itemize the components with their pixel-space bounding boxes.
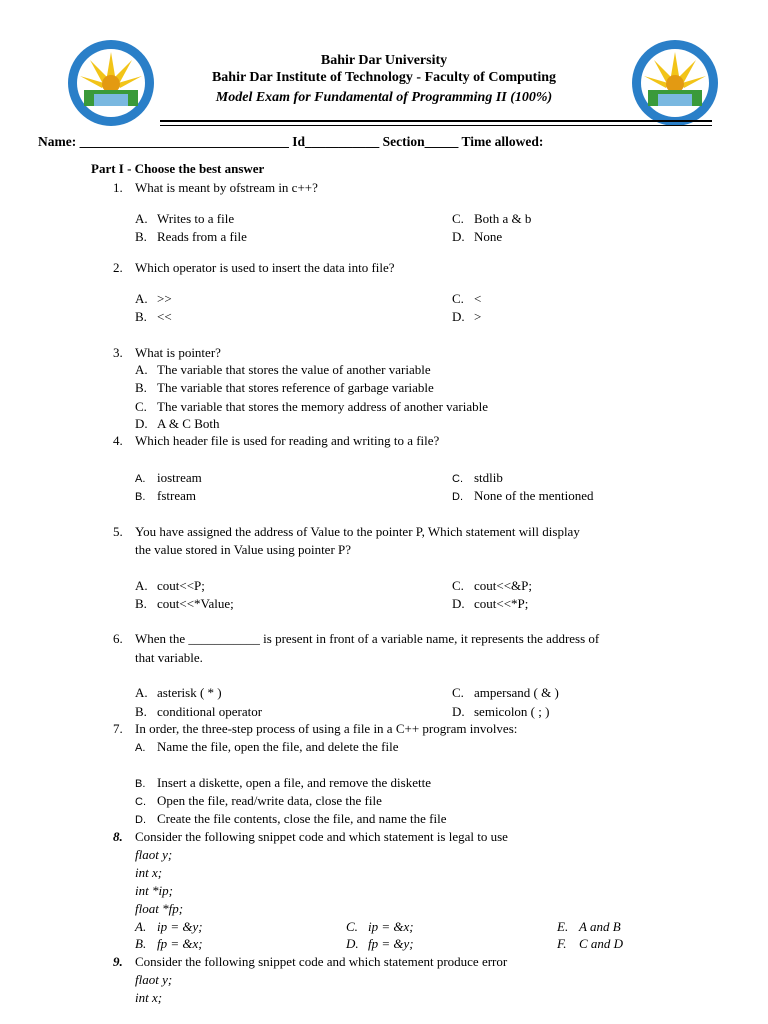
option-a: A. Writes to a file	[135, 211, 235, 226]
question-text: What is pointer?	[135, 345, 221, 360]
question-text: Consider the following snippet code and which statement produce error	[135, 954, 508, 969]
question-9	[113, 954, 507, 970]
option-d: D. >	[452, 309, 482, 324]
question-4	[113, 433, 439, 449]
option-c: C. cout<<&P;	[452, 578, 532, 593]
question-number: 3.	[113, 345, 123, 360]
question-number: 1.	[113, 180, 123, 195]
option-c: C. Open the file, read/write data, close the file	[135, 793, 382, 808]
option-a: A. iostream	[135, 470, 202, 485]
code-line: int *ip;	[135, 883, 173, 898]
option-a: A. cout<<P;	[135, 578, 205, 593]
question-3	[113, 345, 221, 361]
option-b: B. conditional operator	[135, 704, 263, 719]
option-b: B. fp = &x;	[135, 936, 203, 951]
header-rule-thick	[160, 120, 712, 122]
question-number: 8.	[113, 829, 123, 844]
question-number: 2.	[113, 260, 123, 275]
question-6-continued: that variable.	[135, 650, 203, 665]
question-text: Which header file is used for reading and writing to a file?	[135, 433, 440, 448]
code-line: int x;	[135, 990, 163, 1005]
option-b: B. Insert a diskette, open a file, and remove the diskette	[135, 775, 431, 790]
code-line: int x;	[135, 865, 163, 880]
part-title: Part I - Choose the best answer	[91, 161, 265, 176]
option-d: D. A & C Both	[135, 416, 220, 431]
university-name: Bahir Dar University	[320, 53, 448, 68]
question-text: What is meant by ofstream in c++?	[135, 180, 318, 195]
option-b: B. fstream	[135, 488, 196, 503]
option-d: D. semicolon ( ; )	[452, 704, 550, 719]
option-d: D. None of the mentioned	[452, 488, 594, 503]
question-5	[113, 524, 580, 540]
question-6	[113, 631, 599, 647]
question-7	[113, 721, 517, 737]
option-c: C. ampersand ( & )	[452, 685, 559, 700]
header-rule-thin	[160, 125, 712, 126]
option-d: D. cout<<*P;	[452, 596, 529, 611]
exam-title: Model Exam for Fundamental of Programming II (100%)	[215, 90, 553, 105]
question-number: 9.	[113, 954, 123, 969]
option-c: C. <	[452, 291, 482, 306]
question-number: 6.	[113, 631, 123, 646]
option-e: E. A and B	[557, 919, 621, 934]
question-text: Consider the following snippet code and which statement is legal to use	[135, 829, 508, 844]
code-line: float *fp;	[135, 901, 184, 916]
option-a: A. Name the file, open the file, and delete the file	[135, 739, 399, 754]
option-c: C. Both a & b	[452, 211, 532, 226]
option-d: D. None	[452, 229, 503, 244]
question-5-continued: the value stored in Value using pointer P?	[135, 542, 352, 557]
question-number: 7.	[113, 721, 123, 736]
option-b: B. Reads from a file	[135, 229, 247, 244]
option-d: D. Create the file contents, close the file, and name the file	[135, 811, 447, 826]
question-text: Which operator is used to insert the data into file?	[135, 260, 395, 275]
option-a: A. The variable that stores the value of another variable	[135, 362, 431, 377]
institute-name: Bahir Dar Institute of Technology - Faculty of Computing	[211, 70, 557, 85]
option-c: C. stdlib	[452, 470, 503, 485]
question-1	[113, 180, 318, 196]
question-2	[113, 260, 395, 276]
student-info-line: Name: _______________________________ Id___________ Section_____ Time allowed:	[38, 134, 544, 149]
option-b: B. <<	[135, 309, 172, 324]
option-b: B. The variable that stores reference of garbage variable	[135, 380, 434, 395]
option-d: D. fp = &y;	[346, 936, 414, 951]
question-number: 5.	[113, 524, 123, 539]
code-line: flaot y;	[135, 972, 173, 987]
question-text: When the ___________ is present in front of a variable name, it represents the address of	[135, 631, 600, 646]
option-f: F. C and D	[557, 936, 624, 951]
question-8	[113, 829, 508, 845]
option-c: C. The variable that stores the memory address of another variable	[135, 399, 489, 414]
code-line: flaot y;	[135, 847, 173, 862]
question-text: In order, the three-step process of using a file in a C++ program involves:	[135, 721, 518, 736]
question-number: 4.	[113, 433, 123, 448]
option-b: B. cout<<*Value;	[135, 596, 234, 611]
option-a: A. ip = &y;	[135, 919, 203, 934]
question-text: You have assigned the address of Value to the pointer P, Which statement will display	[135, 524, 580, 539]
option-c: C. ip = &x;	[346, 919, 414, 934]
option-a: A. >>	[135, 291, 172, 306]
option-a: A. asterisk ( * )	[135, 685, 222, 700]
